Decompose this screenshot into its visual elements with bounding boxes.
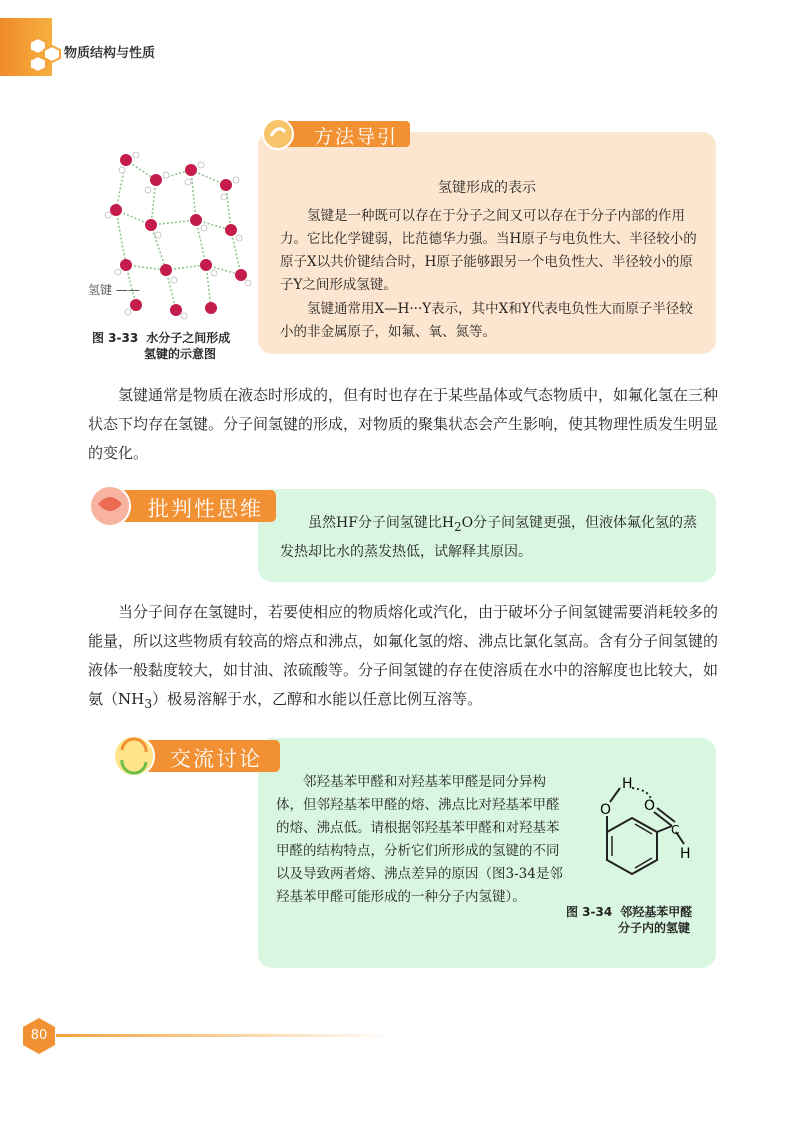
method-paragraph-1: 氢键是一种既可以存在于分子之间又可以存在于分子内部的作用力。它比化学键弱，比范德华力强。当H原子与电负性大、半径较小的原子X以共价键结合时，H原子能够跟另一个电负性大、半径较小的原子Y之间形成氢键。 bbox=[280, 208, 697, 293]
footer-line bbox=[56, 1034, 396, 1037]
critical-thinking-title: 批判性思维 bbox=[148, 497, 263, 521]
critical-thinking-text: 虽然HF分子间氢键比$H_2O$分子间氢键更强，但液体氟化氢的蒸发热却比水的蒸发热低，试解释其原因。 bbox=[280, 515, 698, 560]
method-guide-title: 方法导引 bbox=[314, 126, 399, 148]
figure-3-33-caption: 图 3-33 水分子之间形成 氢键的示意图 bbox=[92, 331, 231, 361]
method-paragraph-2: 氢键通常用X—H···Y表示，其中X和Y代表电负性大而原子半径较小的非金属原子，如氟、氧、氮等。 bbox=[280, 301, 693, 340]
atom-o2: O bbox=[644, 798, 656, 814]
body-paragraph-1: 氢键通常是物质在液态时形成的，但有时也存在于某些晶体或气态物质中，如氟化氢在三种状态下均存在氢键。分子间氢键的形成，对物质的聚集状态会产生影响，使其物理性质发生明显的变化。 bbox=[88, 386, 719, 462]
atom-o1: O bbox=[600, 802, 612, 818]
chapter-title: 物质结构与性质 bbox=[64, 46, 156, 61]
discussion-text: 邻羟基苯甲醛和对羟基苯甲醛是同分异构体，但邻羟基苯甲醛的熔、沸点比对羟基苯甲醛的熔、沸点低。请根据邻羟基苯甲醛和对羟基苯甲醛的结构特点，分析它们所形成的氢键的不同以及导致两者熔、沸点差异的原因（图3-34是邻羟基苯甲醛可能形成的一种分子内氢键）。 bbox=[276, 774, 563, 905]
salicylaldehyde-structure bbox=[572, 772, 702, 902]
body-paragraph-2: 当分子间存在氢键时，若要使相应的物质熔化或汽化，由于破坏分子间氢键需要消耗较多的能量，所以这些物质有较高的熔点和沸点，如氟化氢的熔、沸点比氯化氢高。含有分子间氢键的液体一般黏度较大，如甘油、浓硫酸等。分子间氢键的存在使溶质在水中的溶解度也比较大，如氨$(NH_3)$极易溶解于水，乙醇和水能以任意比例互溶等。 bbox=[88, 603, 719, 711]
caption-number: 图 3-33 bbox=[92, 331, 139, 345]
page-number: 80 bbox=[30, 1028, 48, 1043]
method-heading: 氢键形成的表示 bbox=[438, 180, 536, 196]
atom-h1: H bbox=[622, 776, 633, 792]
discussion-title: 交流讨论 bbox=[170, 747, 262, 771]
hexagon-logo-icon bbox=[26, 36, 66, 76]
hbond-label: 氢键 —— bbox=[88, 283, 140, 297]
atom-c: C bbox=[671, 823, 680, 837]
atom-h2: H bbox=[680, 846, 691, 862]
figure-3-34-caption: 图 3-34 邻羟基苯甲醛 分子内的氢键 bbox=[566, 905, 693, 935]
